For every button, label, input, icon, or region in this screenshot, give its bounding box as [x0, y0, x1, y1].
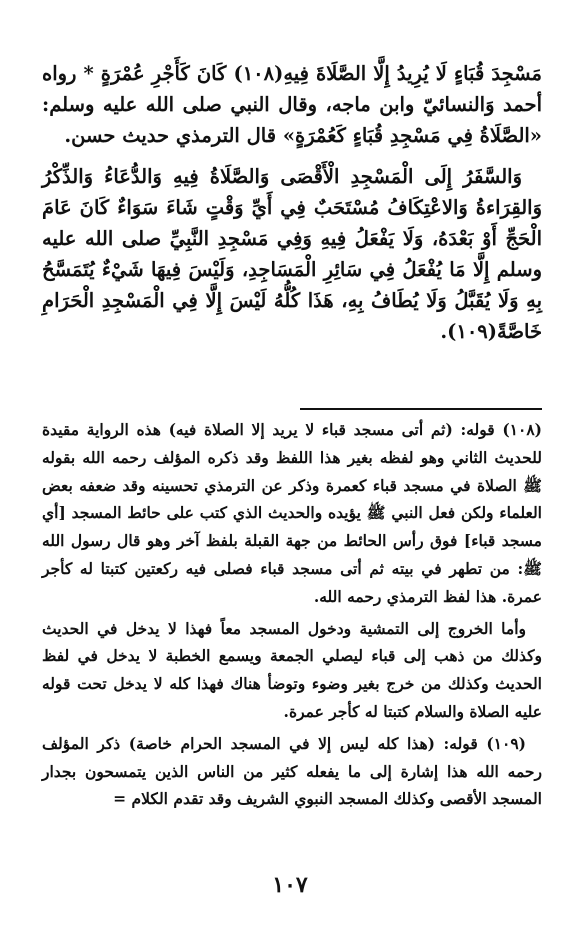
footnotes-block — [42, 416, 542, 813]
footnote-separator — [300, 408, 542, 410]
footnote-109: (١٠٩) قوله: (هذا كله ليس إلا في المسجد الحرام خاصة) ذكر المؤلف رحمه الله هذا إشارة إلى ما يفعله كثير من الناس الذين يتمسحون بجدار المسجد الأقصى وكذلك المسجد النبوي الشريف وقد تقدم الكلام = — [42, 733, 542, 809]
page-number: ١٠٧ — [272, 872, 308, 898]
main-paragraph-1: مَسْجِدَ قُبَاءٍ لَا يُرِيدُ إِلَّا الصَّلَاةَ فِيهِ(١٠٨) كَانَ كَأَجْرِ عُمْرَةٍ * رواه أحمد وَالنسائيّ وابن ماجه، وقال النبي صلى الله عليه وسلم: «الصَّلَاةُ فِي مَسْجِدِ قُبَاءٍ كَعُمْرَةٍ» قال الترمذي حديث حسن. — [42, 62, 542, 147]
main-paragraph-2: وَالسَّفَرُ إِلَى الْمَسْجِدِ الْأَقْصَى وَالصَّلَاةُ فِيهِ وَالدُّعَاءُ وَالذِّكْرُ وَالقِرَاءةُ وَالاعْتِكَافُ مُسْتَحَبٌ فِي أَيِّ وَقْتٍ شَاءَ سَوَاءٌ كَانَ عَامَ الْحَجِّ أَوْ بَعْدَهُ، وَلَا يَفْعَلُ فِيهِ وَفِي مَسْجِدِ النَّبِيِّ صلى الله عليه وسلم إِلَّا مَا يُفْعَلُ فِي سَائِرِ الْمَسَاجِدِ، وَلَيْسَ فِيهَا شَيْءٌ يُتَمَسَّحُ بِهِ وَلَا يُقَبَّلُ وَلَا يُطَافُ بِهِ، هَذَا كُلُّهُ لَيْسَ إِلَّا فِي الْمَسْجِدِ الْحَرَامِ خَاصَّةً(١٠٩). — [42, 165, 542, 343]
footnote-108-part-2: وأما الخروج إلى التمشية ودخول المسجد معاً فهذا لا يدخل في الحديث وكذلك من ذهب إلى قباء ليصلي الجمعة ويسمع الخطبة لا يدخل في لفظ الحديث وكذلك من خرج بغير وضوء وتوضأ هناك فهذا كله لا يدخل تحت قوله عليه الصلاة والسلام كتبتا له كأجر عمرة. — [42, 618, 542, 721]
footnote-108-part-1: (١٠٨) قوله: (ثم أتى مسجد قباء لا يريد إلا الصلاة فيه) هذه الرواية مقيدة للحديث الثاني وهو لفظه بغير هذا اللفظ وقد ذكره المؤلف رحمه الله بقوله ﷺ الصلاة في مسجد قباء كعمرة وذكر عن الترمذي تحسينه وقد ضعفه بعض العلماء ولكن فعل النبي ﷺ يؤيده والحديث الذي كتب على حائط المسجد [أي مسجد قباء] فوق رأس الحائط من جهة القبلة بلفظ آخر وهو قال رسول الله ﷺ: من تطهر في بيته ثم أتى مسجد قباء فصلى فيه ركعتين كتبتا له كأجر عمرة. هذا لفظ الترمذي رحمه الله. — [42, 420, 542, 606]
main-text-block — [42, 58, 542, 347]
